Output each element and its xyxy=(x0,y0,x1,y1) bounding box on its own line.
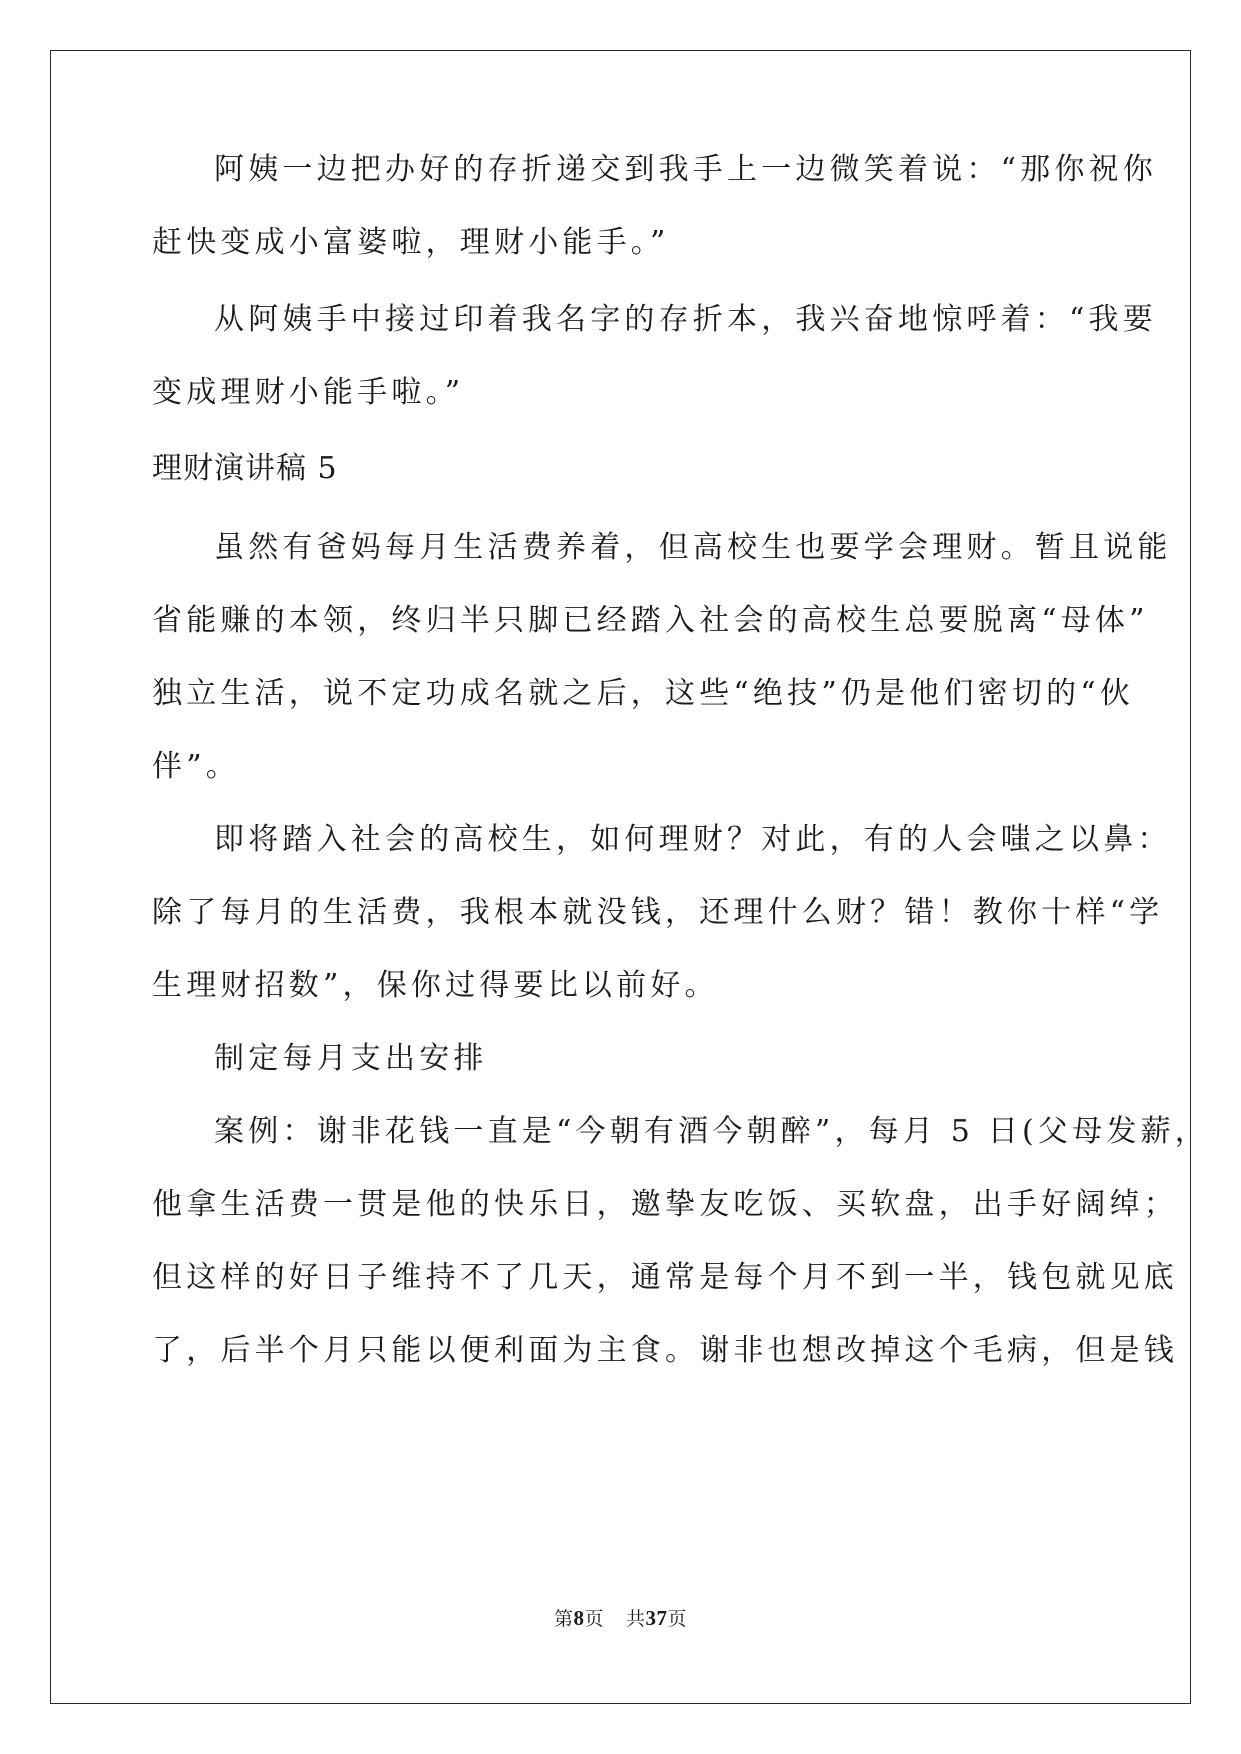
page-border xyxy=(50,50,1191,1704)
paragraph-line: 即将踏入社会的高校生，如何理财？对此，有的人会嗤之以鼻： xyxy=(214,822,1172,857)
paragraph-line: 省能赚的本领，终归半只脚已经踏入社会的高校生总要脱离“母体” xyxy=(152,603,1149,638)
paragraph-line: 案例：谢非花钱一直是“今朝有酒今朝醉”，每月 5 日(父母发薪， xyxy=(214,1114,1209,1149)
subheading-line: 制定每月支出安排 xyxy=(214,1041,488,1076)
total-suffix: 页 xyxy=(667,1608,688,1630)
page-prefix: 第 xyxy=(553,1608,574,1630)
paragraph-line: 赶快变成小富婆啦，理财小能手。” xyxy=(152,225,670,260)
paragraph-line: 了，后半个月只能以便利面为主食。谢非也想改掉这个毛病，但是钱 xyxy=(152,1333,1178,1368)
paragraph-line: 生理财招数”，保你过得要比以前好。 xyxy=(152,968,719,1003)
paragraph-line: 独立生活，说不定功成名就之后，这些“绝技”仍是他们密切的“伙 xyxy=(152,676,1135,711)
section-heading: 理财演讲稿 5 xyxy=(152,451,338,486)
paragraph-line: 虽然有爸妈每月生活费养着，但高校生也要学会理财。暂且说能 xyxy=(214,530,1172,565)
page-suffix: 页 xyxy=(584,1608,604,1630)
paragraph-line: 但这样的好日子维持不了几天，通常是每个月不到一半，钱包就见底 xyxy=(152,1260,1178,1295)
paragraph-line: 除了每月的生活费，我根本就没钱，还理什么财？错！教你十样“学 xyxy=(152,895,1164,930)
page-number: 8 xyxy=(573,1606,585,1630)
total-pages: 37 xyxy=(645,1606,668,1630)
total-prefix: 共 xyxy=(626,1608,646,1630)
paragraph-line: 从阿姨手中接过印着我名字的存折本，我兴奋地惊呼着：“我要 xyxy=(214,302,1157,337)
paragraph-line: 阿姨一边把办好的存折递交到我手上一边微笑着说：“那你祝你 xyxy=(214,152,1157,187)
paragraph-line: 变成理财小能手啦。” xyxy=(152,375,465,410)
page-footer xyxy=(0,1606,1241,1631)
paragraph-line: 伴”。 xyxy=(152,749,240,784)
paragraph-line: 他拿生活费一贯是他的快乐日，邀挚友吃饭、买软盘，出手好阔绰； xyxy=(152,1187,1178,1222)
